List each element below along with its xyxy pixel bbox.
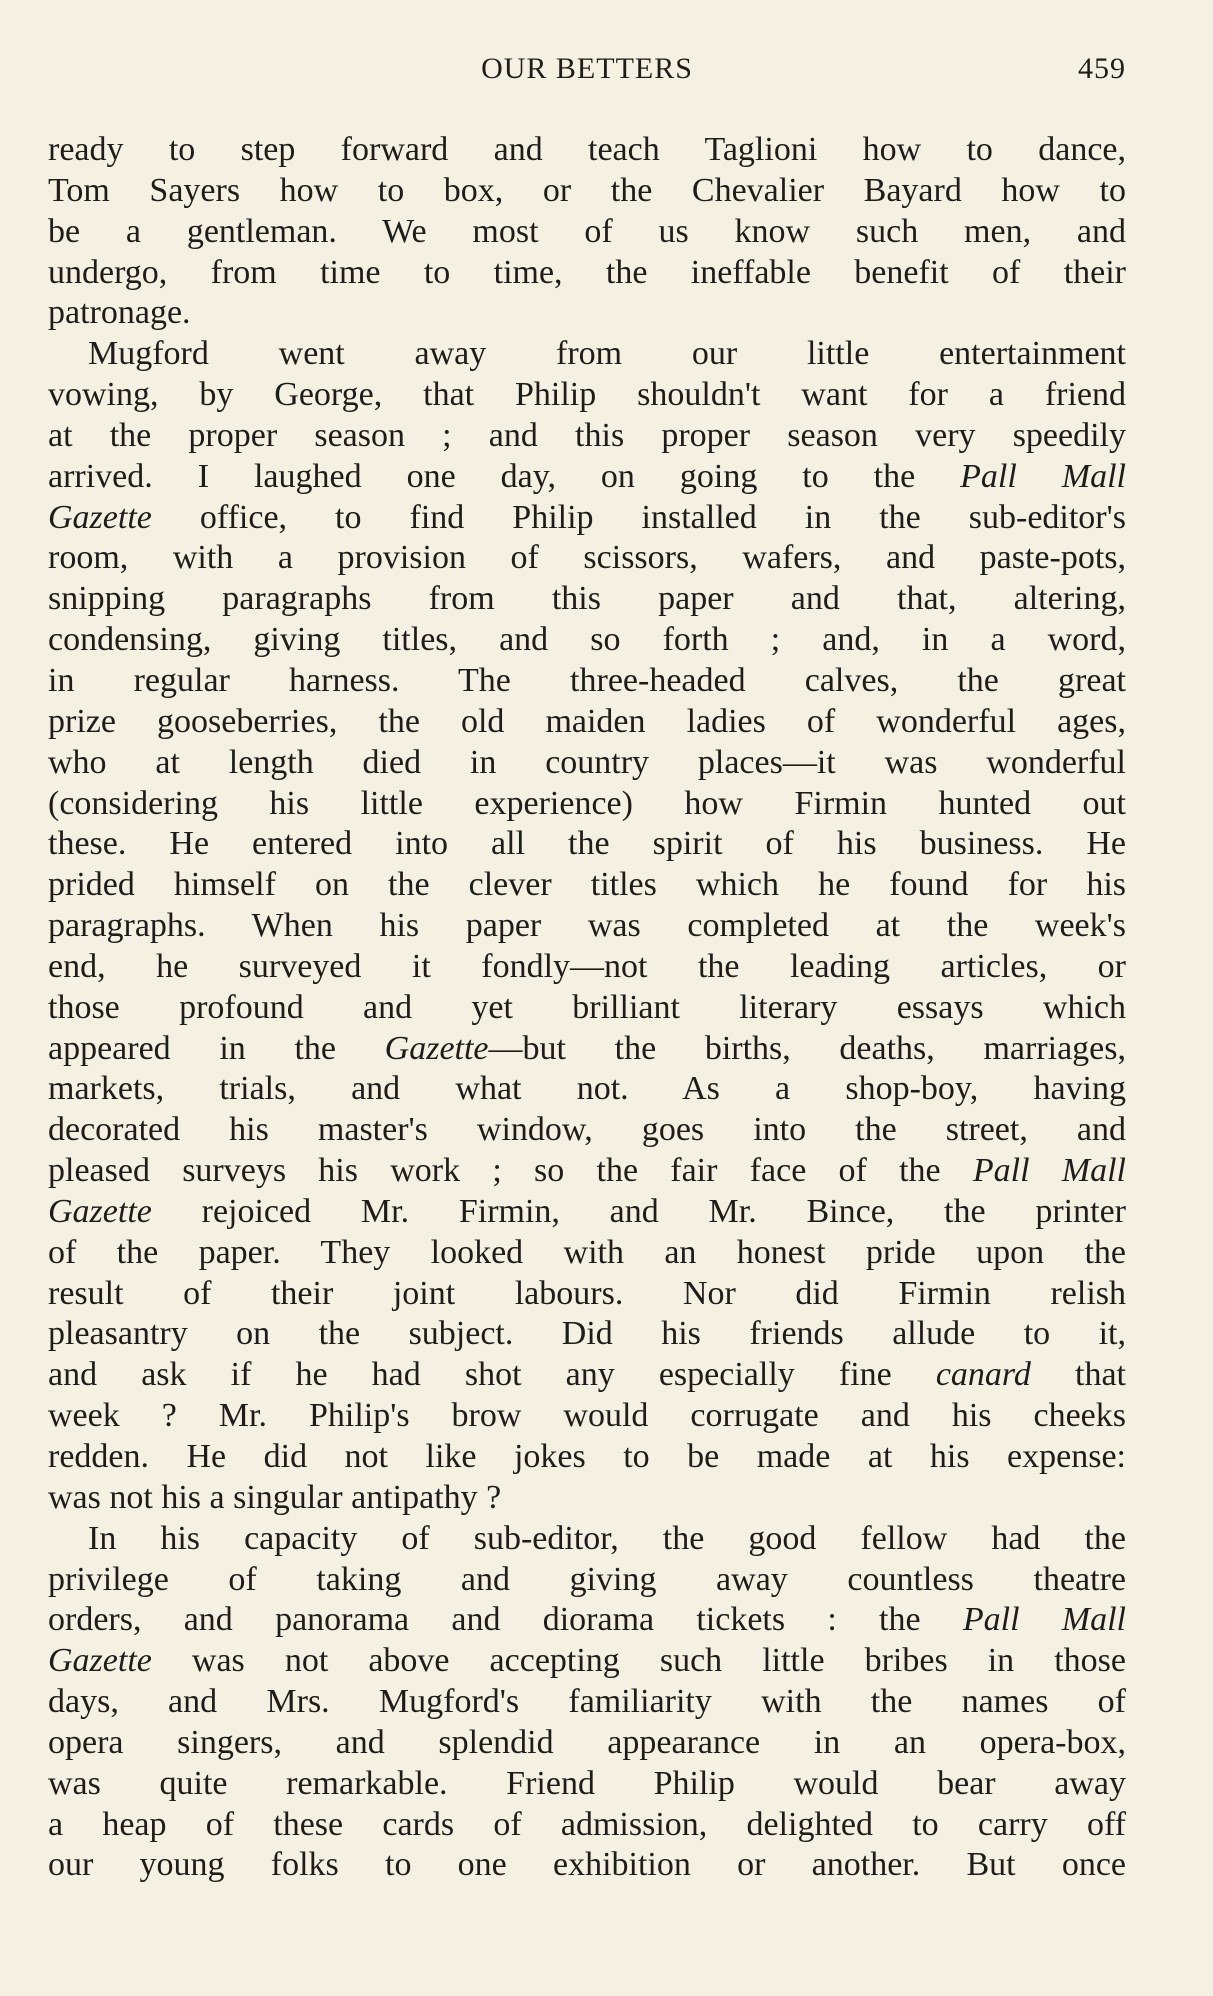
page-number: 459 <box>1078 52 1126 85</box>
italic-text: Pall Mall <box>960 457 1126 495</box>
text-line: privilege of taking and giving away countless theatre <box>48 1560 1126 1598</box>
text-line: patronage. <box>48 294 191 332</box>
italic-text: Gazette <box>48 498 152 536</box>
text-line: prize gooseberries, the old maiden ladies of wonderful ages, <box>48 702 1126 740</box>
text-line: at the proper season ; and this proper season very speedily <box>48 416 1126 454</box>
text-line: week ? Mr. Philip's brow would corrugate and his cheeks <box>48 1397 1126 1435</box>
text-line: undergo, from time to time, the ineffable benefit of their <box>48 253 1126 291</box>
text-line: be a gentleman. We most of us know such men, and <box>48 212 1126 250</box>
text-line: prided himself on the clever titles which he found for his <box>48 866 1126 904</box>
text-line: In his capacity of sub-editor, the good fellow had the <box>88 1519 1126 1557</box>
text-line: markets, trials, and what not. As a shop-boy, having <box>48 1070 1126 1108</box>
text-run: office, to find Philip installed in the sub-editor's <box>151 498 1126 536</box>
text-line: redden. He did not like jokes to be made at his expense: <box>48 1438 1126 1475</box>
text-run: rejoiced Mr. Firmin, and Mr. Bince, the printer <box>151 1192 1126 1230</box>
text-line: (considering his little experience) how Firmin hunted out <box>48 784 1126 822</box>
text-line <box>48 1029 1126 1070</box>
text-line <box>48 1600 1126 1641</box>
text-run: pleased surveys his work ; so the fair face of the <box>48 1152 973 1190</box>
text-line: condensing, giving titles, and so forth ; and, in a word, <box>48 621 1126 659</box>
text-line: room, with a provision of scissors, wafers, and paste-pots, <box>48 539 1126 577</box>
italic-text: Gazette <box>48 1192 152 1230</box>
text-line: vowing, by George, that Philip shouldn't want for a friend <box>48 376 1126 414</box>
running-title: OUR BETTERS <box>481 52 693 85</box>
text-run: that <box>1030 1356 1126 1394</box>
text-line: days, and Mrs. Mugford's familiarity with the names of <box>48 1683 1126 1721</box>
text-run: was not above accepting such little bribes in those <box>151 1642 1126 1680</box>
text-line: paragraphs. When his paper was completed at the week's <box>48 907 1126 945</box>
text-line <box>48 1151 1126 1192</box>
text-line: decorated his master's window, goes into the street, and <box>48 1111 1126 1149</box>
text-line: ready to step forward and teach Taglioni how to dance, <box>48 131 1126 168</box>
italic-text: canard <box>935 1356 1031 1394</box>
body-text <box>48 130 1126 1886</box>
italic-text: Pall Mall <box>962 1601 1126 1639</box>
text-run: arrived. I laughed one day, on going to the <box>48 457 961 495</box>
text-line: Mugford went away from our little entertainment <box>88 335 1126 373</box>
italic-text: Gazette <box>384 1029 489 1067</box>
text-line <box>48 498 1126 539</box>
text-run: —but the births, deaths, marriages, <box>488 1029 1126 1067</box>
text-line: our young folks to one exhibition or another. But once <box>48 1846 1126 1884</box>
text-run: orders, and panorama and diorama tickets : the <box>48 1601 963 1639</box>
text-line: pleasantry on the subject. Did his friends allude to it, <box>48 1315 1126 1353</box>
text-run: and ask if he had shot any especially fine <box>48 1356 936 1394</box>
text-line: end, he surveyed it fondly—not the leading articles, or <box>48 947 1126 985</box>
text-line: who at length died in country places—it was wonderful <box>48 743 1126 781</box>
text-line <box>48 1355 1126 1396</box>
text-line <box>48 1192 1126 1233</box>
italic-text: Pall Mall <box>972 1152 1126 1190</box>
text-line <box>48 1641 1126 1682</box>
italic-text: Gazette <box>48 1642 152 1680</box>
text-line: result of their joint labours. Nor did Firmin relish <box>48 1274 1126 1312</box>
text-line: those profound and yet brilliant literary essays which <box>48 988 1126 1026</box>
text-line: snipping paragraphs from this paper and that, altering, <box>48 580 1126 618</box>
text-line: of the paper. They looked with an honest pride upon the <box>48 1233 1126 1271</box>
running-head <box>48 52 1126 96</box>
text-line: was quite remarkable. Friend Philip would bear away <box>48 1764 1126 1802</box>
text-line: Tom Sayers how to box, or the Chevalier Bayard how to <box>48 171 1126 209</box>
text-line: in regular harness. The three-headed calves, the great <box>48 661 1126 699</box>
text-line: a heap of these cards of admission, delighted to carry off <box>48 1805 1126 1843</box>
text-line: was not his a singular antipathy ? <box>48 1478 502 1516</box>
text-line <box>48 457 1126 498</box>
text-run: appeared in the <box>48 1029 385 1067</box>
text-line: opera singers, and splendid appearance in an opera-box, <box>48 1723 1126 1761</box>
text-line: these. He entered into all the spirit of his business. He <box>48 825 1126 863</box>
